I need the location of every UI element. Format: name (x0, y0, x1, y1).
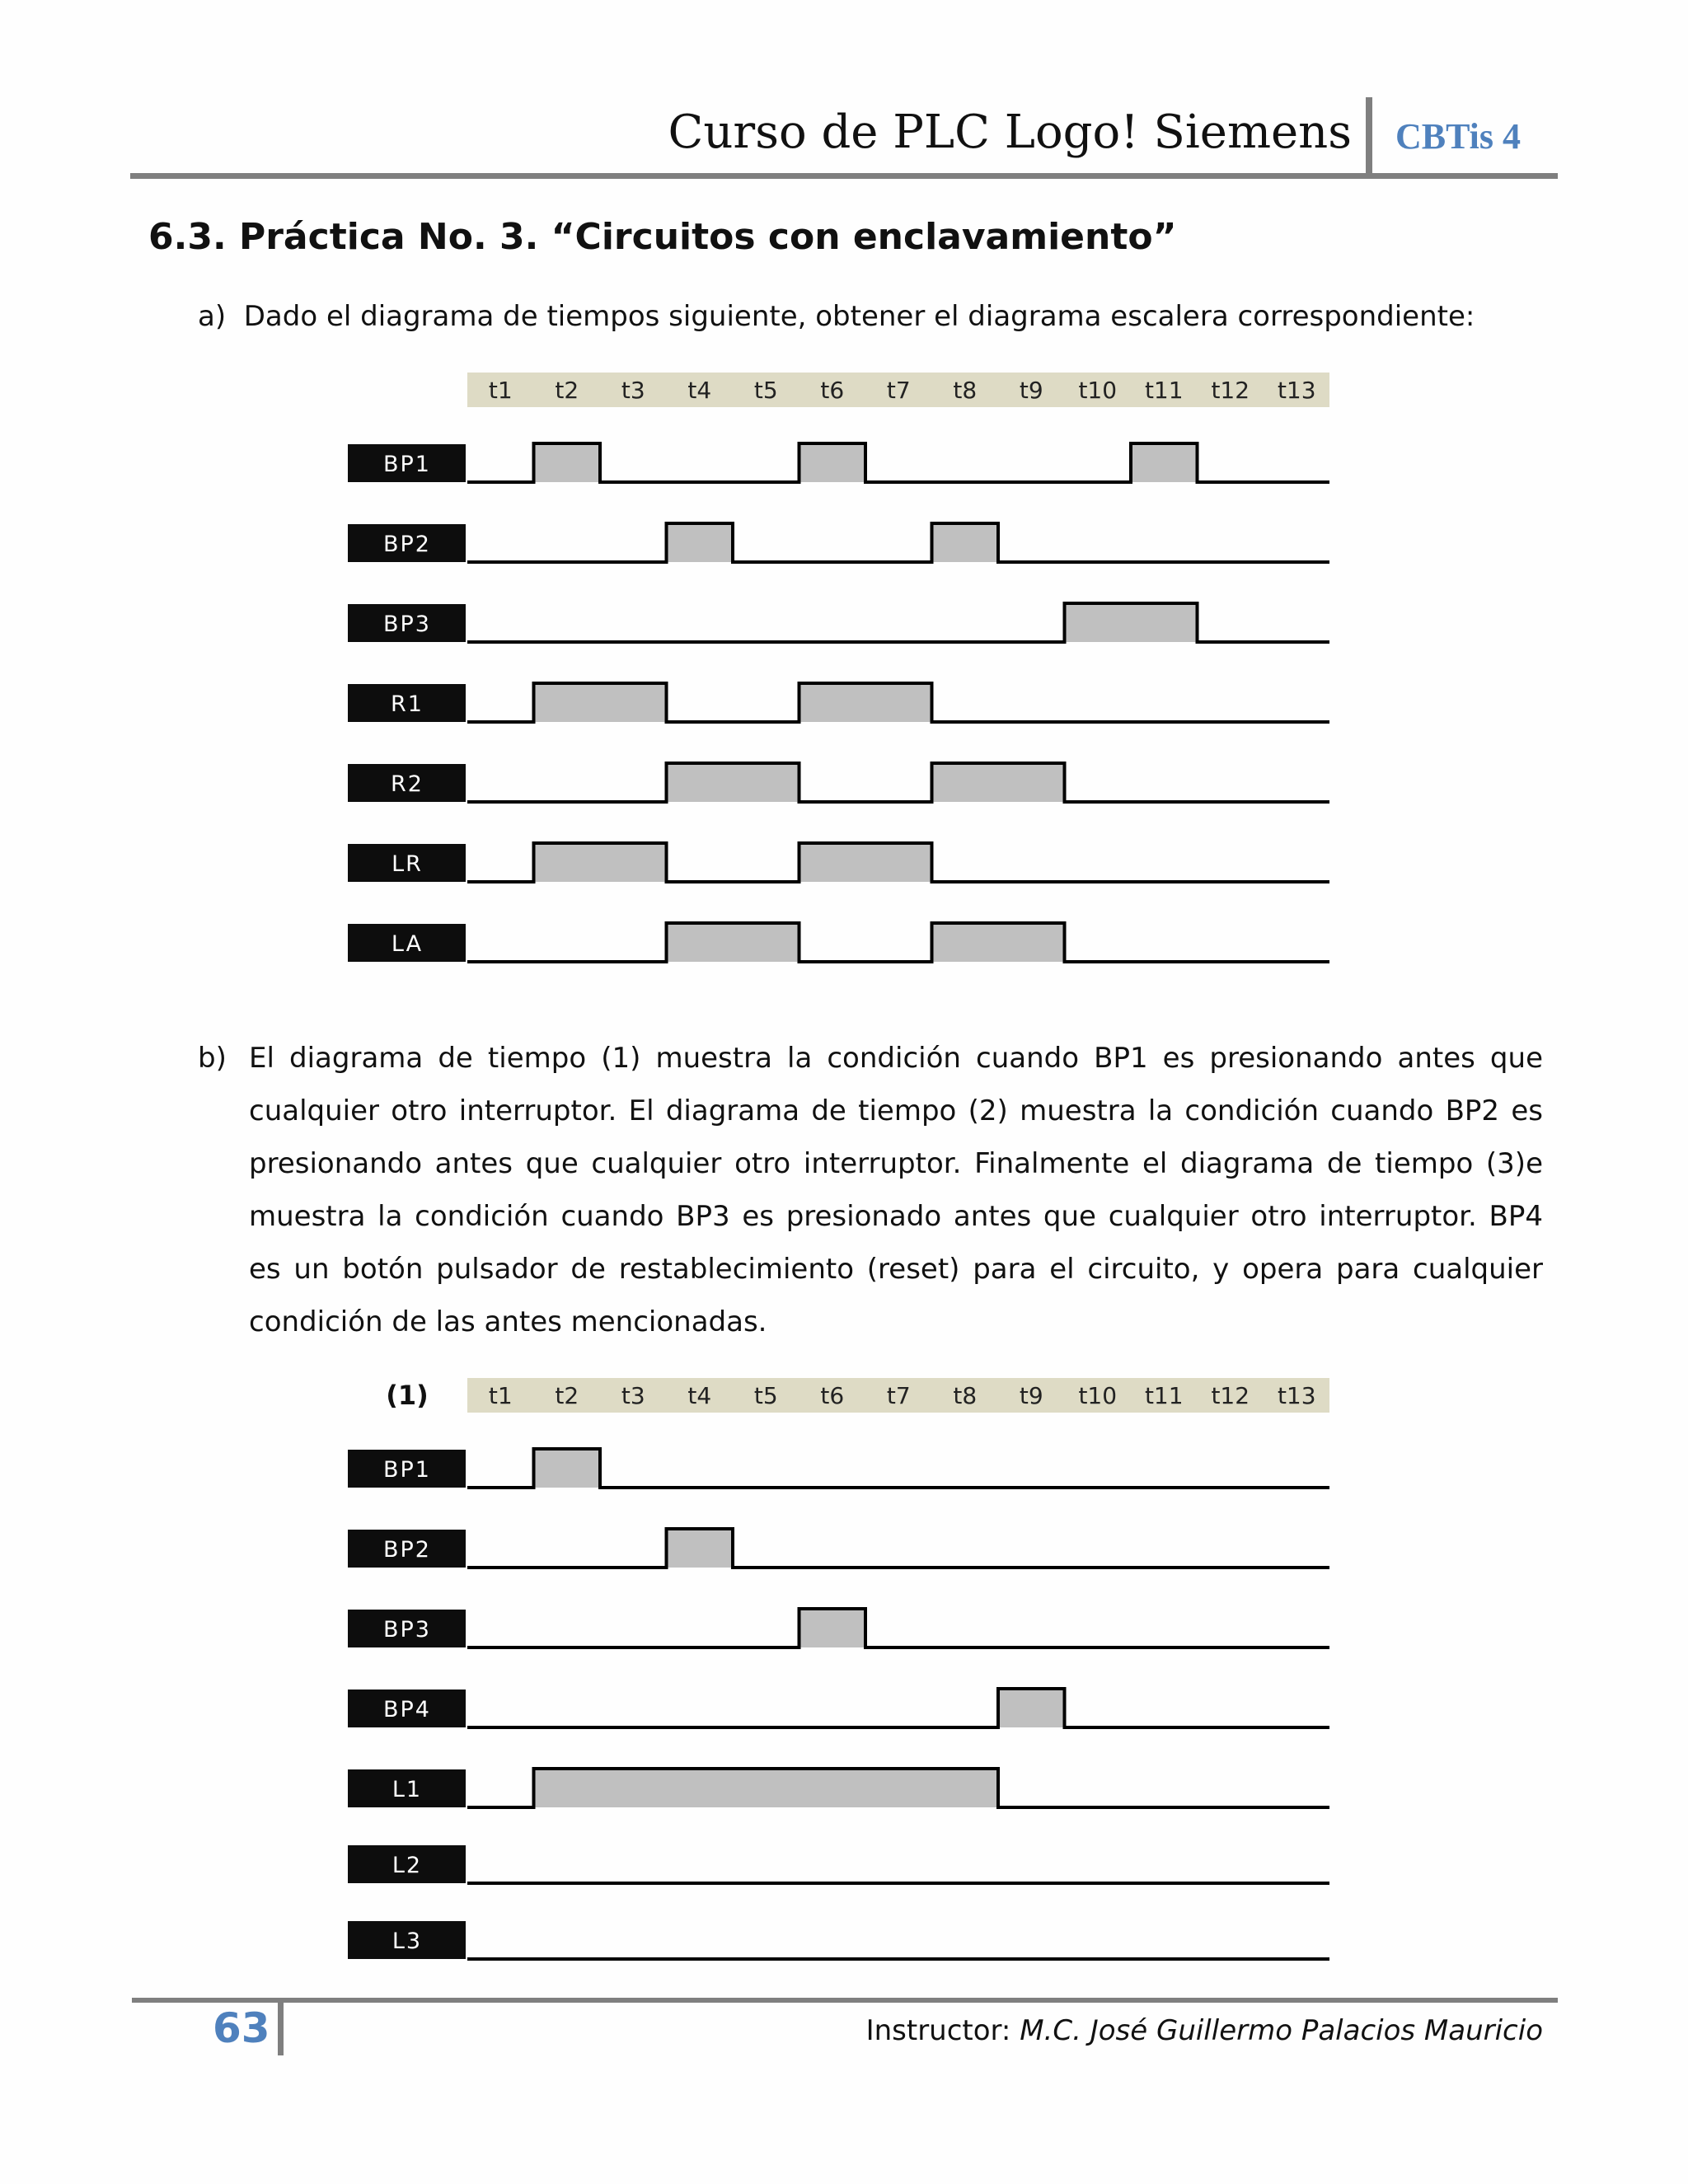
signal-label: L3 (392, 1929, 423, 1954)
time-label: t9 (1019, 377, 1043, 404)
signal-row-l1 (348, 1769, 1329, 1807)
pulse (667, 1529, 734, 1568)
signal-row-l3 (348, 1921, 1329, 1959)
item-a-marker: a) (198, 300, 227, 333)
item-b-text: El diagrama de tiempo (1) muestra la condición cuando BP1 es presionando antes que cualquier otro interruptor. El diagrama de tiempo (2) muestra la condición cuando BP2 es presionando antes que cualquier otro interruptor. Finalmente el diagrama de tiempo (3)e muestra la condición cuando BP3 es presionado antes que cualquier otro interruptor. BP4 es un botón pulsador de restablecimiento (reset) para el circuito, y opera para cualquier condición de las antes mencionadas. (249, 1042, 1543, 1338)
time-label: t5 (753, 1382, 778, 1409)
signal-row-la (348, 923, 1329, 962)
signal-row-l2 (348, 1845, 1329, 1883)
time-label: t12 (1211, 1382, 1250, 1409)
pulse (799, 1609, 866, 1647)
footer-rule (132, 1998, 1558, 2003)
signal-label: L1 (392, 1777, 423, 1802)
page-number: 63 (213, 2004, 270, 2052)
time-label: t9 (1019, 1382, 1043, 1409)
time-label: t1 (488, 1382, 513, 1409)
pulse (998, 1689, 1065, 1727)
time-label: t10 (1078, 377, 1118, 404)
signal-row-bp2 (348, 1529, 1329, 1568)
time-label: t10 (1078, 1382, 1118, 1409)
item-a-text: Dado el diagrama de tiempos siguiente, obtener el diagrama escalera correspondiente: (243, 300, 1475, 333)
signal-label: BP1 (383, 452, 431, 477)
time-label: t8 (953, 1382, 978, 1409)
pulse (667, 523, 734, 562)
pulse (534, 443, 601, 482)
header-title: Curso de PLC Logo! Siemens (668, 105, 1352, 159)
footer-instructor (866, 2014, 1543, 2047)
header-org: CBTis 4 (1395, 116, 1522, 157)
instructor-name: M.C. José Guillermo Palacios Mauricio (1020, 2014, 1543, 2047)
signal-row-bp1 (348, 443, 1329, 482)
time-label: t2 (555, 1382, 579, 1409)
time-label: t12 (1211, 377, 1250, 404)
time-label: t4 (687, 377, 712, 404)
time-label: t13 (1277, 1382, 1316, 1409)
signal-label: BP2 (383, 1537, 431, 1563)
signal-row-lr (348, 843, 1329, 882)
pulse (1065, 603, 1198, 642)
time-label: t7 (886, 377, 911, 404)
signal-row-bp1 (348, 1449, 1329, 1488)
timing-diagram-a (0, 363, 1688, 989)
signal-label: LA (391, 931, 424, 957)
section-heading: 6.3. Práctica No. 3. “Circuitos con enclavamiento” (148, 216, 1177, 258)
signal-label: L2 (392, 1853, 423, 1878)
diagram-title: (1) (386, 1380, 429, 1411)
header-divider (1366, 97, 1372, 176)
signal-label: R2 (391, 771, 424, 797)
time-label: t5 (753, 377, 778, 404)
waveform (467, 1529, 1329, 1568)
pulse (799, 843, 932, 882)
item-b-marker: b) (198, 1042, 227, 1075)
signal-label: LR (392, 851, 423, 877)
waveform (467, 763, 1329, 802)
signal-row-bp3 (348, 603, 1329, 642)
time-label: t13 (1277, 377, 1316, 404)
time-label: t11 (1144, 1382, 1184, 1409)
waveform (467, 523, 1329, 562)
signal-row-bp3 (348, 1609, 1329, 1647)
pulse (932, 523, 999, 562)
item-b (198, 1032, 1543, 1348)
signal-label: BP3 (383, 1617, 431, 1643)
signal-row-r2 (348, 763, 1329, 802)
signal-label: BP2 (383, 532, 431, 557)
time-label: t1 (488, 377, 513, 404)
pulse (1131, 443, 1198, 482)
time-label: t7 (886, 1382, 911, 1409)
signal-label: R1 (391, 691, 424, 717)
waveform (467, 923, 1329, 962)
waveform (467, 1609, 1329, 1647)
time-label: t8 (953, 377, 978, 404)
time-label: t6 (820, 1382, 845, 1409)
signal-row-r1 (348, 683, 1329, 722)
waveform (467, 1689, 1329, 1727)
pulse (534, 683, 667, 722)
pulse (534, 843, 667, 882)
footer-divider (278, 2003, 284, 2055)
signal-label: BP3 (383, 612, 431, 637)
pulse (534, 1449, 601, 1488)
signal-label: BP4 (383, 1697, 431, 1722)
pulse (667, 923, 799, 962)
time-label: t4 (687, 1382, 712, 1409)
time-label: t2 (555, 377, 579, 404)
pulse (799, 443, 866, 482)
time-label: t3 (621, 1382, 645, 1409)
waveform (467, 603, 1329, 642)
time-label: t11 (1144, 377, 1184, 404)
item-a (198, 290, 1475, 343)
pulse (667, 763, 799, 802)
pulse (534, 1769, 999, 1807)
pulse (799, 683, 932, 722)
pulse (932, 923, 1065, 962)
signal-row-bp2 (348, 523, 1329, 562)
instructor-label: Instructor: (865, 2014, 1011, 2047)
time-label: t6 (820, 377, 845, 404)
signal-label: BP1 (383, 1457, 431, 1483)
header-rule (130, 173, 1558, 179)
signal-row-bp4 (348, 1689, 1329, 1727)
timing-diagram-1 (0, 1368, 1688, 1994)
time-label: t3 (621, 377, 645, 404)
pulse (932, 763, 1065, 802)
